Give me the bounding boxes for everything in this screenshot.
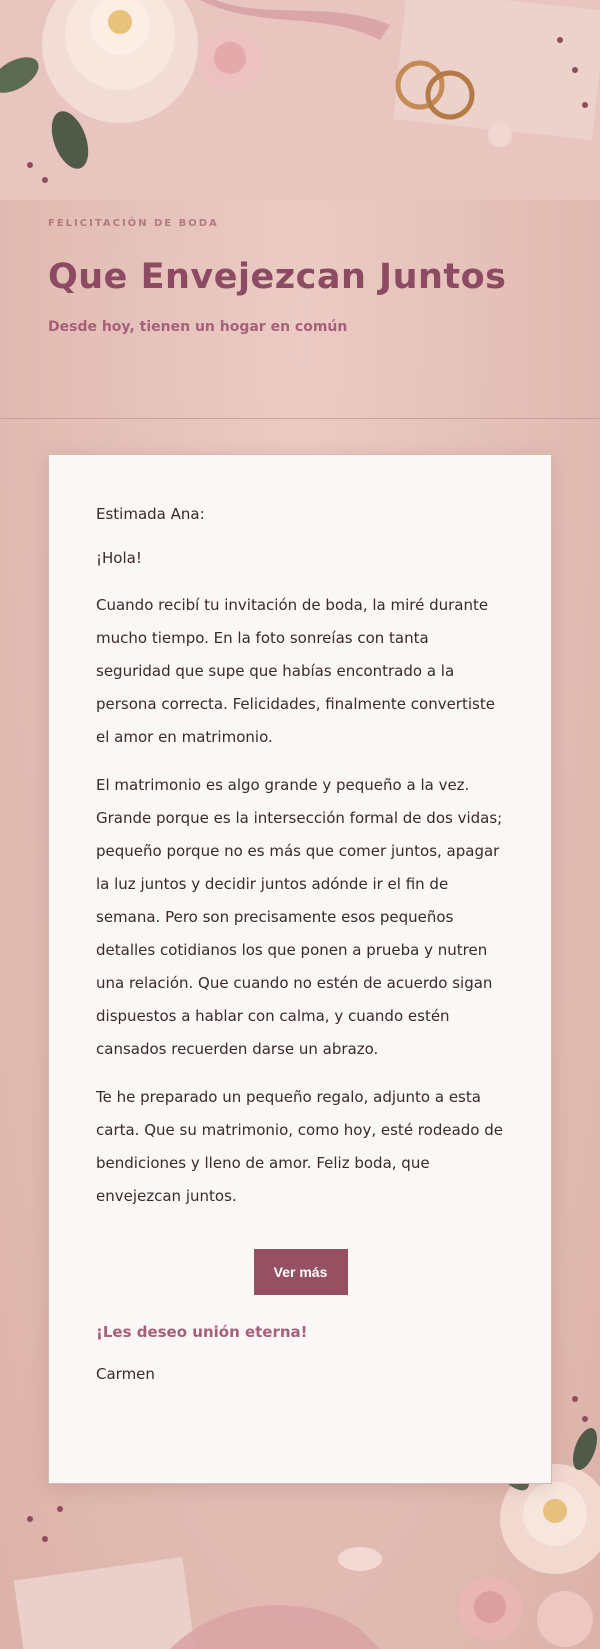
letter-greeting: Estimada Ana: xyxy=(96,505,205,523)
letter-paragraph: Cuando recibí tu invitación de boda, la miré durante mucho tiempo. En la foto sonreías con tanta seguridad que supe que habías encontrado a la persona correcta. Felicidades, finalmente convertiste el amor en matrimonio. xyxy=(96,596,495,746)
floral-header-decoration xyxy=(0,0,600,200)
header-divider xyxy=(0,418,600,419)
letter-paragraph: Te he preparado un pequeño regalo, adjunto a esta carta. Que su matrimonio, como hoy, esté rodeado de bendiciones y lleno de amor. Feliz boda, que envejezcan juntos. xyxy=(96,1088,503,1205)
page-title: Que Envejezcan Juntos xyxy=(48,257,507,297)
letter-hello: ¡Hola! xyxy=(96,549,142,567)
eyebrow-label: FELICITACIÓN DE BODA xyxy=(48,218,219,229)
signature: Carmen xyxy=(96,1365,155,1383)
page-header xyxy=(48,218,568,335)
closing-wish: ¡Les deseo unión eterna! xyxy=(96,1323,308,1341)
letter-paragraph: El matrimonio es algo grande y pequeño a la vez. Grande porque es la intersección formal de dos vidas; pequeño porque no es más que comer juntos, apagar la luz juntos y decidir juntos adónde ir el fin de semana. Pero son precisamente esos pequeños detalles cotidianos los que ponen a prueba y nutren una relación. Que cuando no estén de acuerdo sigan dispuestos a hablar con calma, y cuando estén cansados recuerden darse un abrazo. xyxy=(96,776,503,1058)
page-subtitle: Desde hoy, tienen un hogar en común xyxy=(48,319,348,335)
button-container xyxy=(96,1249,505,1295)
see-more-button[interactable]: Ver más xyxy=(254,1249,348,1295)
letter-card xyxy=(48,454,552,1484)
